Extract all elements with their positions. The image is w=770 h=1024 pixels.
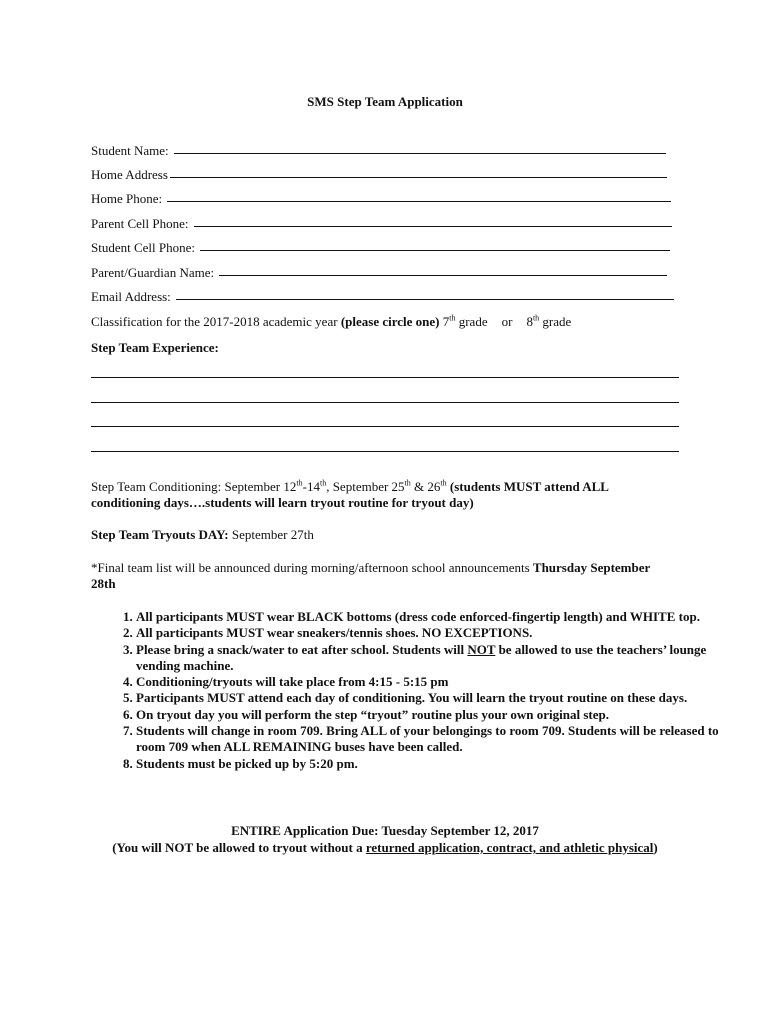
student-cell-field	[91, 240, 670, 256]
rule-item: 8. Students must be picked up by 5:20 pm.	[136, 756, 726, 772]
student-name-label: Student Name:	[91, 143, 172, 158]
eighth-grade-word: grade	[539, 314, 572, 329]
email-field	[91, 289, 674, 305]
eighth-number: 8	[526, 314, 533, 329]
student-cell-line[interactable]	[200, 249, 670, 251]
parent-cell-field	[91, 216, 672, 232]
conditioning-sup-3: th	[404, 478, 411, 488]
home-phone-line[interactable]	[167, 200, 671, 202]
final-list-paragraph	[91, 560, 651, 592]
parent-cell-line[interactable]	[194, 225, 672, 227]
seventh-grade-option[interactable]	[439, 314, 487, 329]
or-text: or	[501, 314, 513, 329]
classification-prefix: Classification for the 2017-2018 academic year	[91, 314, 341, 329]
student-cell-label: Student Cell Phone:	[91, 240, 199, 255]
rule-3-after: be allowed to use the teachers’ lounge vending machine.	[136, 641, 707, 673]
conditioning-mid-3: & 26	[410, 479, 441, 494]
rule-item: 7. Students will change in room 709. Bring ALL of your belongings to room 709. Students will be released to room 709 when ALL REMAINING buses have been called.	[136, 723, 726, 756]
home-address-field	[91, 167, 667, 183]
due-date-line: ENTIRE Application Due: Tuesday September 12, 2017	[231, 823, 539, 838]
seventh-suffix: th	[449, 313, 456, 323]
rule-3-before: Please bring a snack/water to eat after school. Students will	[136, 641, 468, 657]
page-title: SMS Step Team Application	[307, 94, 463, 109]
experience-line-2[interactable]	[91, 402, 679, 403]
due-warning-underlined: returned application, contract, and athletic physical	[365, 840, 654, 855]
home-phone-label: Home Phone:	[91, 191, 166, 206]
guardian-name-label: Parent/Guardian Name:	[91, 265, 218, 280]
rule-item: 2. All participants MUST wear sneakers/tennis shoes. NO EXCEPTIONS.	[136, 625, 726, 641]
student-name-field	[91, 143, 666, 159]
conditioning-mid-2: , September 25	[326, 479, 405, 494]
final-list-text: *Final team list will be announced during morning/afternoon school announcements	[91, 560, 533, 575]
conditioning-sup-2: th	[319, 478, 327, 488]
final-list-date: Thursday September 28th	[91, 560, 651, 591]
experience-line-3[interactable]	[91, 426, 679, 427]
conditioning-sup-1: th	[296, 478, 303, 488]
seventh-number: 7	[439, 314, 450, 329]
conditioning-paragraph	[91, 479, 671, 511]
guardian-name-line[interactable]	[219, 274, 667, 276]
rule-item: 4. Conditioning/tryouts will take place from 4:15 - 5:15 pm	[136, 674, 726, 690]
circle-instruction: (please circle one)	[340, 314, 440, 329]
rule-item: 6. On tryout day you will perform the step “tryout” routine plus your own original step.	[136, 707, 726, 723]
rule-3-underlined: NOT	[467, 641, 496, 657]
rules-list	[91, 609, 726, 772]
experience-line-4[interactable]	[91, 451, 679, 452]
conditioning-sup-4: th	[440, 478, 447, 488]
due-warning-before: (You will NOT be allowed to tryout without a	[112, 840, 366, 855]
experience-label: Step Team Experience:	[91, 340, 219, 355]
due-warning-after: )	[653, 840, 658, 855]
email-label: Email Address:	[91, 289, 175, 304]
rule-item	[136, 642, 726, 675]
guardian-name-field	[91, 265, 667, 281]
email-line[interactable]	[176, 298, 674, 300]
tryouts-label: Step Team Tryouts DAY:	[91, 527, 229, 542]
conditioning-prefix: Step Team Conditioning: September 12	[91, 479, 297, 494]
rule-item: 5. Participants MUST attend each day of conditioning. You will learn the tryout routine on these days.	[136, 690, 726, 706]
tryouts-date: September 27th	[228, 527, 314, 542]
home-address-label: Home Address	[91, 167, 168, 182]
student-name-line[interactable]	[174, 152, 666, 154]
classification-line	[91, 314, 571, 330]
home-address-line[interactable]	[170, 176, 667, 178]
conditioning-mid-1: -14	[302, 479, 320, 494]
experience-line-1[interactable]	[91, 377, 679, 378]
due-warning-line	[0, 839, 770, 856]
tryouts-line	[91, 527, 691, 543]
eighth-suffix: th	[532, 313, 540, 323]
seventh-grade-word: grade	[455, 314, 488, 329]
parent-cell-label: Parent Cell Phone:	[91, 216, 192, 231]
conditioning-attendance-note: (students MUST attend ALL conditioning days….students will learn tryout routine for tryout day)	[91, 479, 609, 510]
home-phone-field	[91, 191, 671, 207]
eighth-grade-option[interactable]	[526, 314, 571, 329]
rule-item: 1. All participants MUST wear BLACK bottoms (dress code enforced-fingertip length) and WHITE top.	[136, 609, 726, 625]
